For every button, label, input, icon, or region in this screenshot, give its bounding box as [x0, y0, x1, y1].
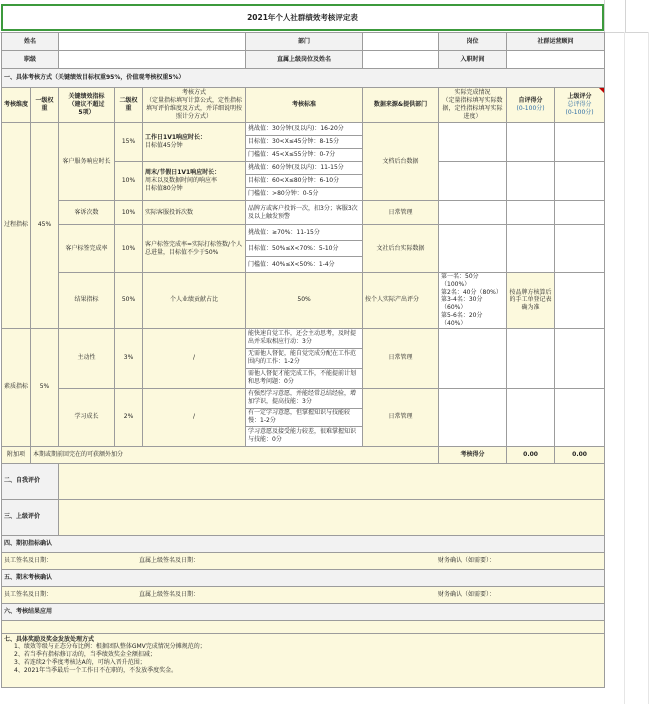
section4-signatures — [2, 552, 605, 569]
actual-workday[interactable] — [439, 123, 507, 162]
actual-sales[interactable] — [555, 273, 605, 329]
sup-score-range: (0-100分) — [565, 108, 594, 116]
actual-initiative[interactable] — [439, 328, 507, 388]
column-headers — [604, 0, 649, 32]
col-standard: 考核标准 — [246, 88, 363, 123]
weight-sales[interactable]: 50% — [246, 273, 363, 329]
actual-learning[interactable] — [439, 388, 507, 446]
entry-date-label: 入职时间 — [439, 51, 507, 69]
col-lvl2-weight: 二级权重 — [115, 88, 143, 123]
result-weight[interactable]: 50% — [115, 273, 143, 329]
std-complaints[interactable]: 品牌方或客户投诉一次，扣3分；客服3次及以上触发预警 — [246, 201, 363, 225]
sup-workday[interactable] — [555, 123, 605, 162]
col-sup-score — [555, 88, 605, 123]
weight-labeling[interactable]: 10% — [115, 225, 143, 273]
self-learning[interactable] — [507, 388, 555, 446]
value-weight[interactable]: 5% — [31, 328, 59, 446]
section7-item-1: 1、绩效等级与正态分布比例：根据团队整体GMV完成情况分摊规范的； — [14, 643, 206, 651]
section7-block[interactable] — [2, 633, 605, 687]
col-self-score — [507, 88, 555, 123]
s5-employee-sign[interactable]: 员工签名及日期： — [4, 590, 53, 598]
bonus-label: 附加项 — [2, 446, 31, 463]
col-lvl1-weight: 一级权重 — [31, 88, 59, 123]
method-weekend[interactable] — [143, 162, 246, 201]
self-score-range: (0-100分) — [516, 105, 545, 112]
weight-learning[interactable]: 2% — [115, 388, 143, 446]
source-initiative[interactable]: 日常管理 — [363, 328, 439, 388]
process-weight[interactable]: 45% — [31, 123, 59, 329]
weight-workday[interactable]: 15% — [115, 123, 143, 162]
std-workday-challenge[interactable]: 挑战值：30分钟(及以内)：16-20分 — [246, 123, 363, 136]
section6-title: 六、考核结果应用 — [2, 603, 605, 620]
s4-employee-sign[interactable]: 员工签名及日期： — [4, 556, 53, 564]
dept-value[interactable] — [363, 33, 439, 51]
method-workday-goal: 目标值45分钟 — [145, 142, 183, 149]
superior-label: 直属上级岗位及姓名 — [246, 51, 363, 69]
superior-evaluation-input[interactable] — [59, 499, 605, 535]
value-dimension: 素质指标 — [2, 328, 31, 446]
method-learning[interactable]: / — [143, 388, 246, 446]
weight-initiative[interactable]: 3% — [115, 328, 143, 388]
std-learning-1[interactable]: 有强烈学习意愿，并能经常总结经验，增加学识，提高技能：3分 — [246, 388, 363, 408]
rank-label: 职级 — [2, 51, 59, 69]
sup-total-label: 总评得分 — [567, 101, 592, 109]
self-workday[interactable] — [507, 123, 555, 162]
method-complaints[interactable]: 实际客服投诉次数 — [143, 201, 246, 225]
section2-title: 二、自我评价 — [2, 463, 59, 499]
method-weekend-title: 周末/节假日1V1响应时长： — [145, 169, 221, 177]
col-kpi: 关键绩效指标 （建议不超过 5项） — [59, 88, 115, 123]
self-labeling[interactable] — [507, 225, 555, 273]
kpi-labeling[interactable]: 客户标签完成率 — [59, 225, 115, 273]
s4-finance-sign[interactable]: 财务确认（如需要）： — [438, 556, 496, 564]
self-initiative[interactable] — [507, 328, 555, 388]
col-source: 数据来源&提供部门 — [363, 88, 439, 123]
s5-superior-sign[interactable]: 直属上级签名及日期： — [139, 590, 200, 598]
method-initiative[interactable]: / — [143, 328, 246, 388]
section7-item-4: 4、2021年当季最后一个工作日不在职的，不发放季度奖金。 — [14, 666, 178, 674]
sup-labeling[interactable] — [555, 225, 605, 273]
self-weekend[interactable] — [507, 162, 555, 201]
std-labeling-challenge[interactable]: 挑战值：≥70%：11-15分 — [246, 225, 363, 241]
section6-content[interactable] — [2, 620, 605, 633]
superior-value[interactable] — [363, 51, 439, 69]
dept-label: 部门 — [246, 33, 363, 51]
self-complaints[interactable] — [507, 201, 555, 225]
total-sup-score[interactable]: 0.00 — [555, 446, 605, 463]
col-actual: 实际完成情况 （定量指标填写实际数据，定性指标填写实际进度） — [439, 88, 507, 123]
entry-date-value[interactable] — [507, 51, 605, 69]
sup-initiative[interactable] — [555, 328, 605, 388]
sup-learning[interactable] — [555, 388, 605, 446]
actual-complaints[interactable] — [439, 201, 507, 225]
position-value[interactable]: 社群运营顾问 — [507, 33, 605, 51]
kpi-learning[interactable]: 学习成长 — [59, 388, 115, 446]
std-initiative-2[interactable]: 无需他人督促，能自觉完成分配在工作范围内的工作：1-2分 — [246, 348, 363, 368]
std-weekend-challenge[interactable]: 挑战值：60分钟(及以内)：11-15分 — [246, 162, 363, 175]
std-labeling-target[interactable]: 目标值：50%≤X<70%：5-10分 — [246, 241, 363, 257]
method-workday[interactable] — [143, 123, 246, 162]
weight-weekend[interactable]: 10% — [115, 162, 143, 201]
section5-title: 五、期末考核确认 — [2, 569, 605, 586]
method-weekend-goal: 目标值80分钟 — [145, 184, 183, 192]
self-evaluation-input[interactable] — [59, 463, 605, 499]
std-sales-1: 第一名：50分（100%） — [441, 273, 479, 288]
section5-signatures — [2, 586, 605, 603]
std-workday-target[interactable]: 目标值：30<X≤45分钟：8-15分 — [246, 136, 363, 149]
total-score-label: 考核得分 — [439, 446, 507, 463]
method-sales[interactable]: 按个人实际产出评分 — [363, 273, 439, 329]
s5-finance-sign[interactable]: 财务确认（如需要）： — [438, 590, 496, 598]
bonus-desc[interactable]: 本期或期前回完在的可获额外加分 — [31, 446, 439, 463]
col-method: 考核方式 （定量指标填写计算公式，定性指标填写评价维度及方式，并详细说明按照计分方式） — [143, 88, 246, 123]
source-labeling[interactable]: 文社后台实际数据 — [363, 225, 439, 273]
name-value[interactable] — [59, 33, 246, 51]
col-dimension: 考核维度 — [2, 88, 31, 123]
source-sales[interactable]: 按品牌方核算后的手工单登记表确为准 — [507, 273, 555, 329]
kpi-sales[interactable]: 个人业绩贡献占比 — [143, 273, 246, 329]
total-self-score[interactable]: 0.00 — [507, 446, 555, 463]
source-backend[interactable]: 文档后台数据 — [363, 123, 439, 201]
weight-complaints[interactable]: 10% — [115, 201, 143, 225]
form-title[interactable]: 2021年个人社群绩效考核评定表 — [1, 4, 604, 31]
std-weekend-target[interactable]: 目标值：60<X≤80分钟：6-10分 — [246, 175, 363, 188]
section7-title: 七、具体奖励及奖金发放处理方式 — [4, 635, 95, 643]
sup-complaints[interactable] — [555, 201, 605, 225]
kpi-service-response[interactable]: 客户服务响应时长 — [59, 123, 115, 201]
std-weekend-threshold[interactable]: 门槛值：>80分钟：0-5分 — [246, 188, 363, 201]
self-score-label: 自评得分 — [518, 97, 543, 105]
std-learning-2[interactable]: 有一定学习意愿，但掌握知识与技能较慢：1-2分 — [246, 408, 363, 426]
method-labeling[interactable]: 客户标签完成率=实际打标签数/个人总进量，目标值不少于50% — [143, 225, 246, 273]
s4-superior-sign[interactable]: 直属上级签名及日期： — [139, 556, 200, 564]
std-sales[interactable] — [439, 273, 507, 329]
rank-value[interactable] — [59, 51, 246, 69]
source-learning[interactable]: 日常管理 — [363, 388, 439, 446]
name-label: 姓名 — [2, 33, 59, 51]
std-sales-4: 第5-6名：20分（40%） — [441, 311, 483, 327]
method-weekend-line2: 周末以及数据时间的响应率 — [145, 177, 218, 185]
empty-columns-area — [604, 32, 649, 704]
kpi-complaints[interactable]: 客诉次数 — [59, 201, 115, 225]
std-sales-3: 第3-4名：30分（60%） — [441, 296, 483, 312]
std-workday-threshold[interactable]: 门槛值：45<X≤55分钟：0-7分 — [246, 149, 363, 162]
actual-weekend[interactable] — [439, 162, 507, 201]
sup-score-label: 上级评分 — [567, 93, 592, 101]
result-dimension: 结果指标 — [59, 273, 115, 329]
process-dimension: 过程指标 — [2, 123, 31, 329]
section7-item-2: 2、若当季有指标修订动的，当季绩效奖金全额扣减； — [14, 651, 156, 659]
std-sales-2: 第2名：40分（80%） — [441, 288, 502, 296]
section1-title: 一、具体考核方式（关键绩效目标权重95%，价值观考核权重5%） — [2, 69, 605, 88]
std-initiative-1[interactable]: 能快速自觉工作，还会主动思考，及时提出并采取相应行动：3分 — [246, 328, 363, 348]
actual-labeling[interactable] — [439, 225, 507, 273]
section3-title: 三、上级评价 — [2, 499, 59, 535]
std-initiative-3[interactable]: 需他人督促才能完成工作，不能提前计划和思考问题：0分 — [246, 368, 363, 388]
sup-weekend[interactable] — [555, 162, 605, 201]
source-complaints[interactable]: 日常管理 — [363, 201, 439, 225]
section4-title: 四、期初指标确认 — [2, 535, 605, 552]
kpi-initiative[interactable]: 主动性 — [59, 328, 115, 388]
appraisal-form-table — [1, 32, 605, 688]
std-labeling-threshold[interactable]: 门槛值：40%≤X<50%：1-4分 — [246, 257, 363, 273]
section7-item-3: 3、若连续2个季度考核达A的，可纳入晋升范围； — [14, 658, 146, 666]
position-label: 岗位 — [439, 33, 507, 51]
std-learning-3[interactable]: 学习意愿及接受能力较差，很难掌握知识与技能：0分 — [246, 426, 363, 446]
method-workday-title: 工作日1V1响应时长： — [145, 134, 207, 142]
